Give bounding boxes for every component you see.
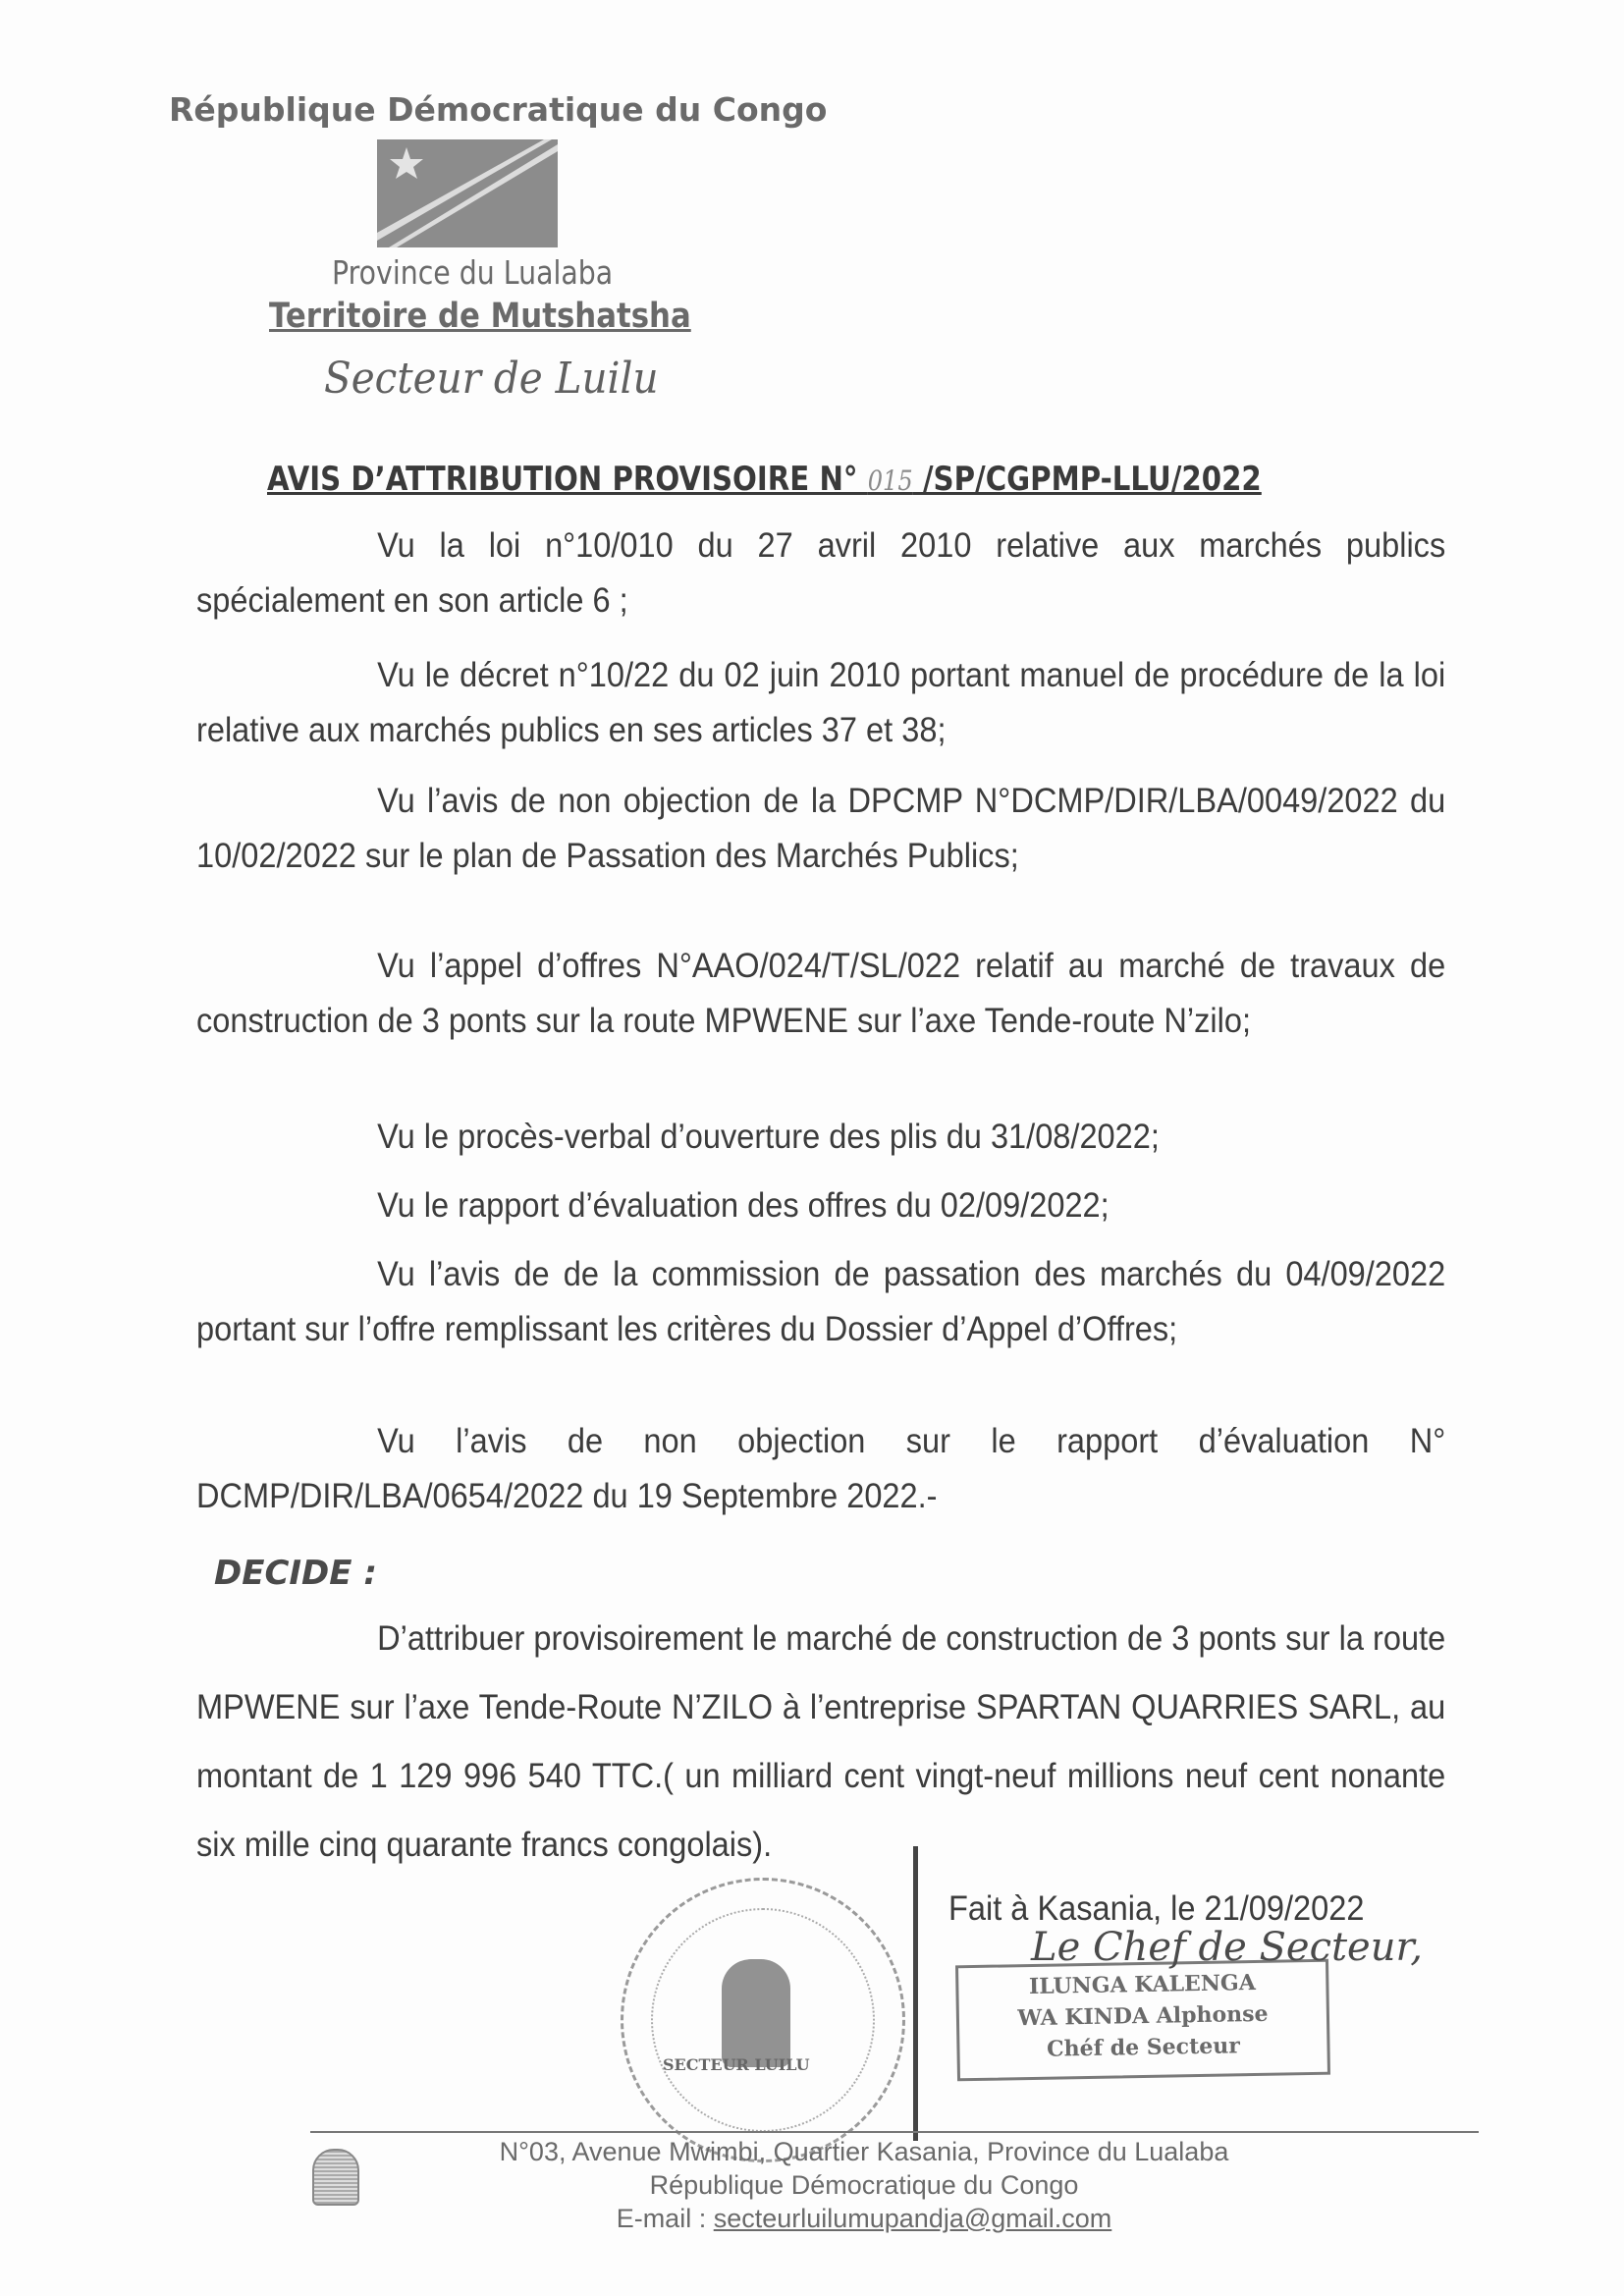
considerant-2: Vu le décret n°10/22 du 02 juin 2010 portant manuel de procédure de la loi relative aux marchés publics en ses articles 37 et 38; bbox=[196, 656, 1446, 749]
header-country: République Démocratique du Congo bbox=[169, 90, 828, 129]
decide-label: DECIDE : bbox=[214, 1554, 377, 1593]
considerant-8: Vu l’avis de non objection sur le rapport d’évaluation N° DCMP/DIR/LBA/0654/2022 du 19 Septembre 2022.- bbox=[196, 1422, 1446, 1515]
footer-divider bbox=[310, 2131, 1479, 2133]
place-date: Fait à Kasania, le 21/09/2022 bbox=[948, 1889, 1365, 1928]
considerant-1: Vu la loi n°10/010 du 27 avril 2010 relative aux marchés publics spécialement en son article 6 ; bbox=[196, 526, 1446, 620]
document-title bbox=[267, 460, 1262, 499]
considerant-6: Vu le rapport d’évaluation des offres du 02/09/2022; bbox=[377, 1186, 1110, 1225]
title-prefix: AVIS D’ATTRIBUTION PROVISOIRE N° bbox=[267, 460, 868, 499]
considerant-3: Vu l’avis de non objection de la DPCMP N°DCMP/DIR/LBA/0049/2022 du 10/02/2022 sur le plan de Passation des Marchés Publics; bbox=[196, 782, 1446, 875]
handwritten-signature-title: Le Chef de Secteur, bbox=[1031, 1925, 1423, 1970]
coat-of-arms-icon bbox=[312, 2149, 359, 2206]
footer-country: République Démocratique du Congo bbox=[649, 2170, 1079, 2200]
header-territoire: Territoire de Mutshatsha bbox=[269, 297, 691, 336]
header-province: Province du Lualaba bbox=[332, 253, 614, 292]
official-round-stamp: SECTEUR LUILU bbox=[621, 1878, 905, 2162]
header-secteur: Secteur de Luilu bbox=[324, 354, 659, 404]
considerant-5: Vu le procès-verbal d’ouverture des plis du 31/08/2022; bbox=[377, 1118, 1160, 1156]
drc-flag-icon bbox=[377, 139, 558, 247]
footer-email-label: E-mail : bbox=[616, 2204, 714, 2233]
ink-mark bbox=[913, 1846, 918, 2141]
considerant-7: Vu l’avis de de la commission de passation des marchés du 04/09/2022 portant sur l’offre remplissant les critères du Dossier d’Appel d’Offres; bbox=[196, 1255, 1446, 1348]
title-number-handwritten: 015 bbox=[867, 465, 913, 497]
footer bbox=[373, 2135, 1355, 2235]
title-suffix: /SP/CGPMP-LLU/2022 bbox=[912, 460, 1262, 499]
footer-email-link[interactable]: secteurluilumupandja@gmail.com bbox=[713, 2204, 1112, 2233]
decision-paragraph: D’attribuer provisoirement le marché de construction de 3 ponts sur la route MPWENE sur l’axe Tende-Route N’ZILO à l’entreprise SPARTAN QUARRIES SARL, au montant de 1 129 996 540 TTC.( un milliard cent vingt-neuf millions neuf cent nonante six mille cinq quarante francs congolais). bbox=[196, 1619, 1446, 1864]
footer-address: N°03, Avenue Mwimbi, Quartier Kasania, Province du Lualaba bbox=[499, 2137, 1229, 2166]
coat-of-arms-icon bbox=[722, 1959, 790, 2067]
considerant-4: Vu l’appel d’offres N°AAO/024/T/SL/022 relatif au marché de travaux de construction de 3 ponts sur la route MPWENE sur l’axe Tende-route N’zilo; bbox=[196, 947, 1446, 1040]
name-stamp: ILUNGA KALENGA WA KINDA Alphonse Chéf de Secteur bbox=[955, 1959, 1330, 2082]
